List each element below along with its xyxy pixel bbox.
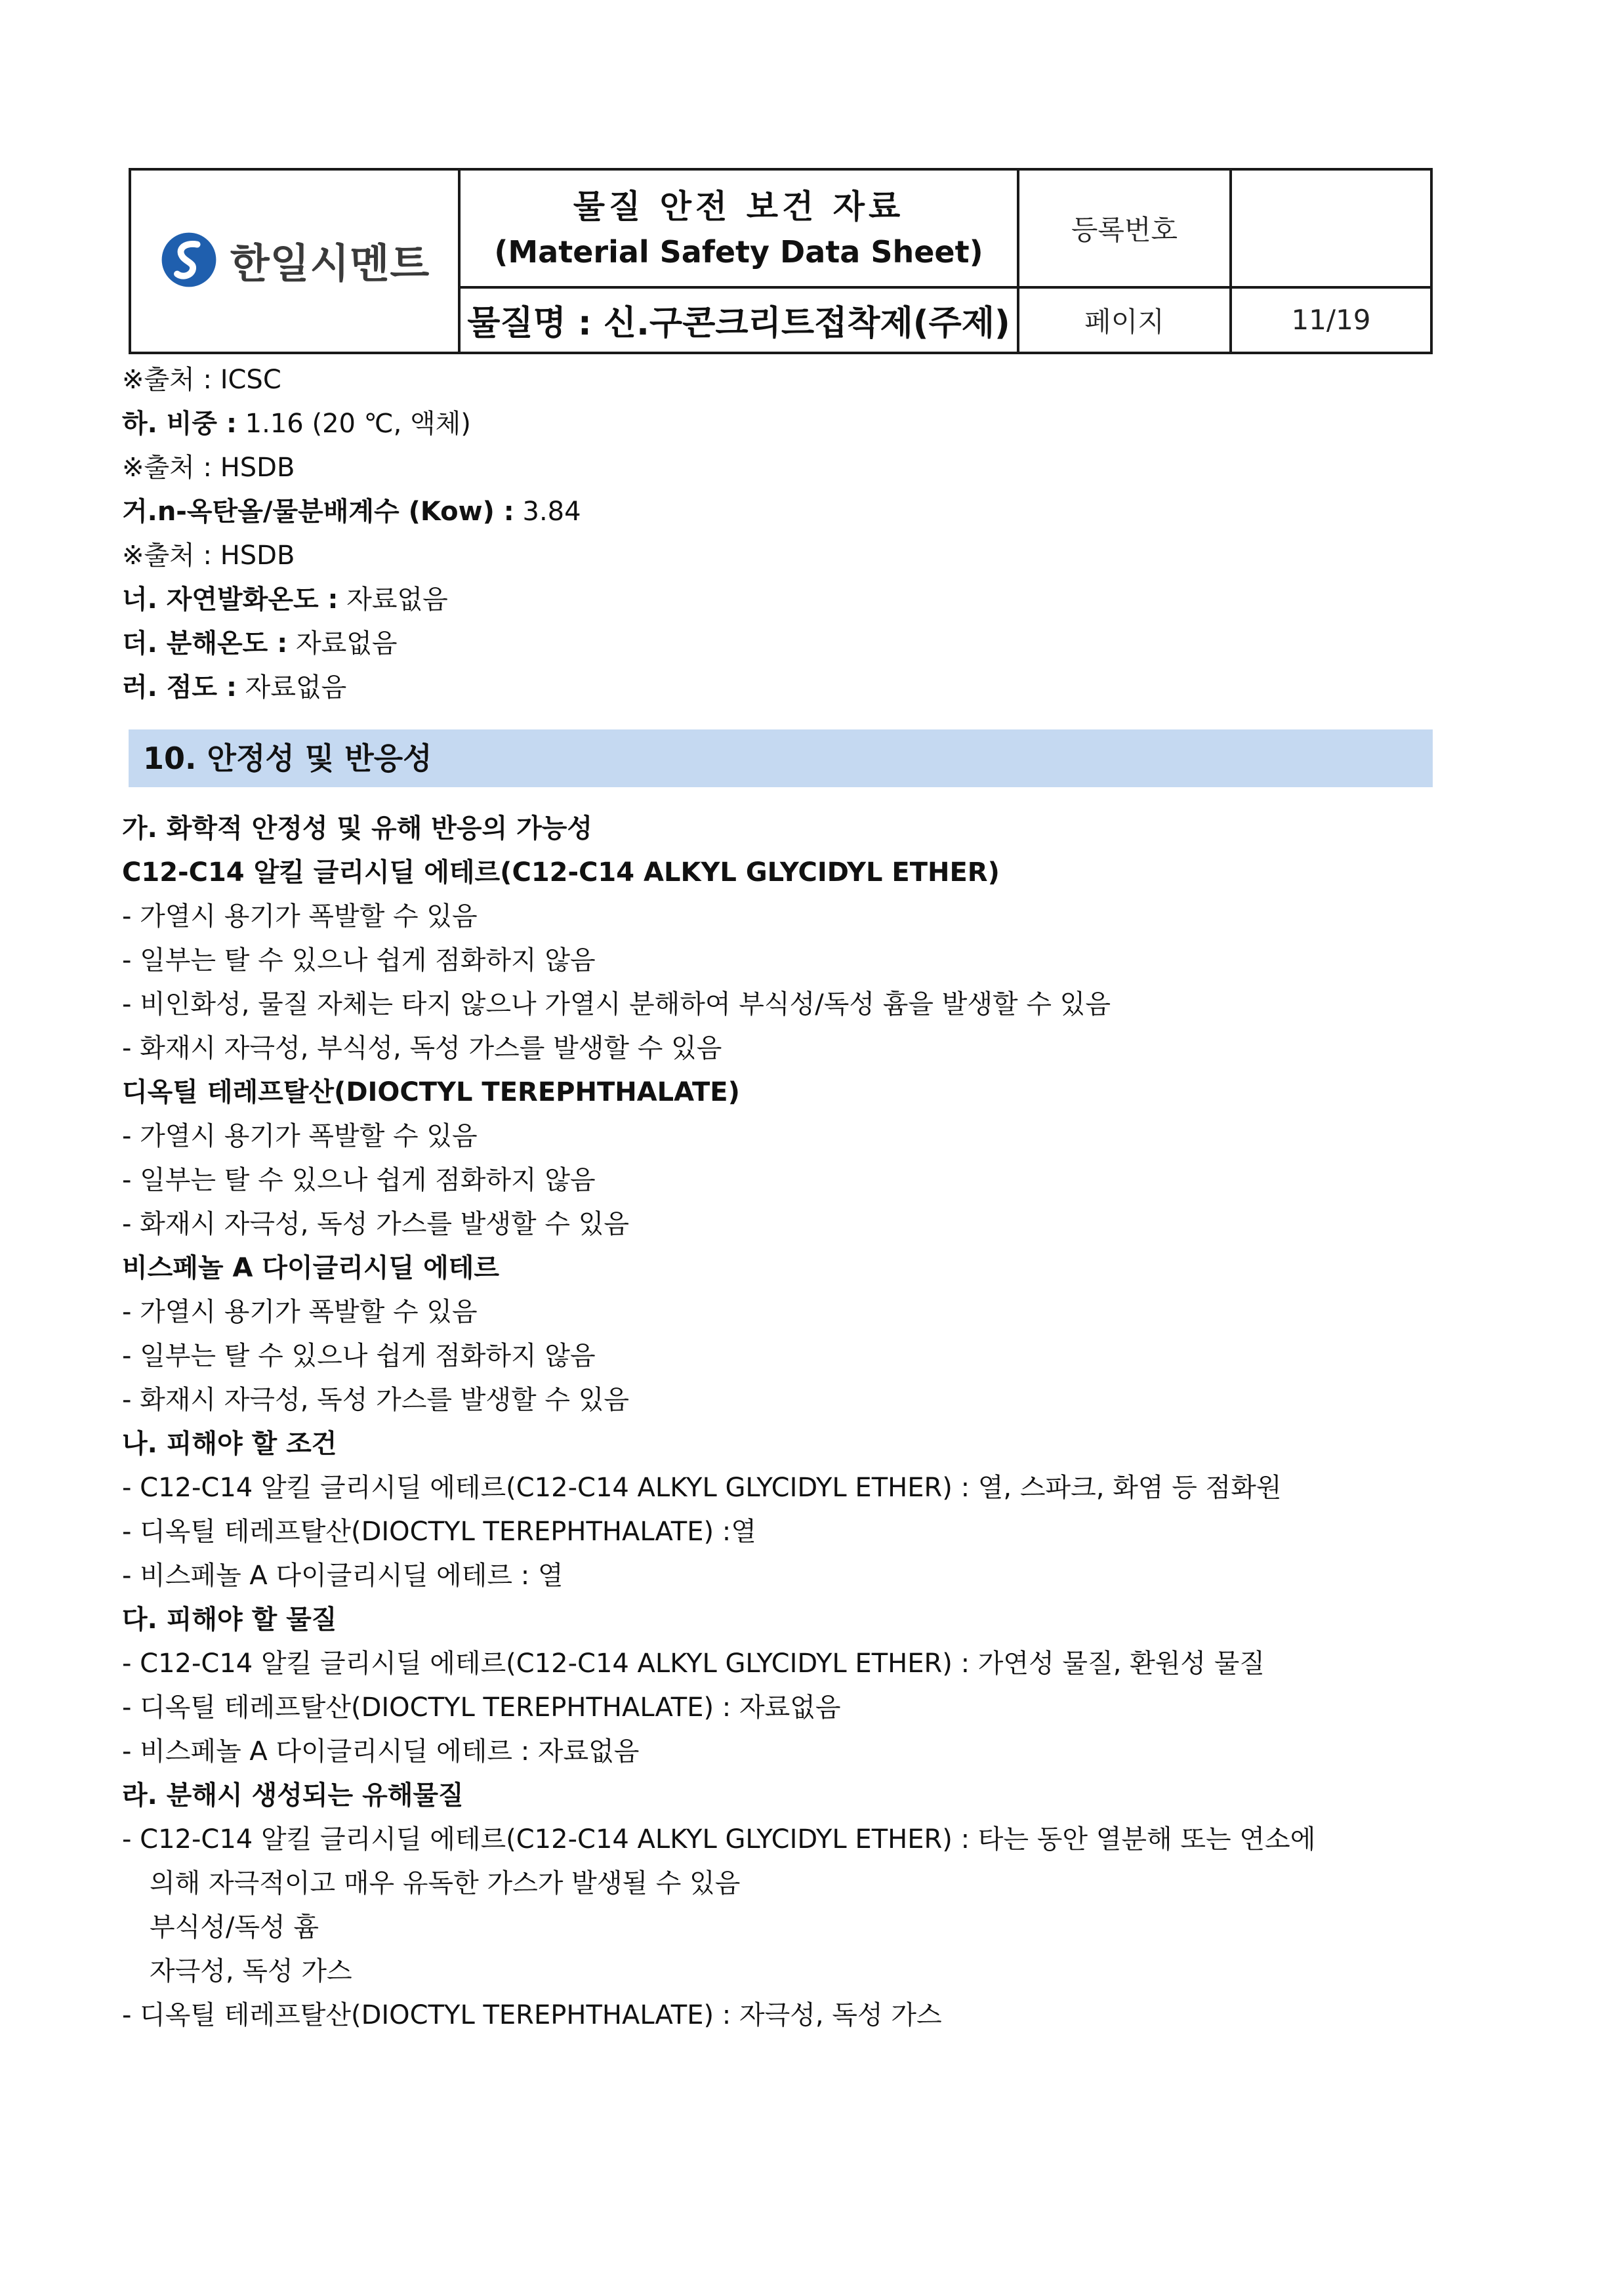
line-text: - 화재시 자극성, 독성 가스를 발생할 수 있음 <box>122 1209 630 1239</box>
logo-cell <box>130 169 459 353</box>
header-table <box>129 168 1433 354</box>
text-line <box>122 939 1500 983</box>
text-line <box>122 1378 1500 1422</box>
text-line <box>122 358 1500 402</box>
document-body <box>122 358 1500 2038</box>
text-line <box>122 1774 1500 1818</box>
line-text: ※출처 : ICSC <box>122 365 281 395</box>
page-label: 페이지 <box>1018 287 1231 353</box>
text-line <box>122 1466 1500 1510</box>
text-line <box>122 895 1500 939</box>
text-line <box>122 1950 1500 1994</box>
line-text: 3.84 <box>514 497 581 527</box>
section-heading: 10. 안정성 및 반응성 <box>129 729 1433 787</box>
line-text: - 화재시 자극성, 부식성, 독성 가스를 발생할 수 있음 <box>122 1033 722 1063</box>
company-logo-icon <box>159 230 218 289</box>
line-label: C12-C14 알킬 글리시딜 에테르(C12-C14 ALKYL GLYCIDYL ETHER) <box>122 857 1000 888</box>
line-text: ※출처 : HSDB <box>122 453 295 483</box>
document-title-korean: 물질 안전 보건 자료 <box>573 187 905 226</box>
line-text: - 일부는 탈 수 있으나 쉽게 점화하지 않음 <box>122 945 596 975</box>
line-text: 부식성/독성 흄 <box>150 1912 319 1942</box>
line-text: - C12-C14 알킬 글리시딜 에테르(C12-C14 ALKYL GLYCIDYL ETHER) : 타는 동안 열분해 또는 연소에 <box>122 1824 1316 1855</box>
line-text: - 가열시 용기가 폭발할 수 있음 <box>122 1297 478 1327</box>
material-name: 물질명 : 신.구콘크리트접착제(주제) <box>459 287 1018 353</box>
company-logo <box>159 230 430 289</box>
page-number: 11/19 <box>1231 287 1431 353</box>
text-line <box>122 1334 1500 1378</box>
line-label: 라. 분해시 생성되는 유해물질 <box>122 1780 464 1811</box>
line-text: 자료없음 <box>287 628 398 659</box>
text-line <box>122 1554 1500 1598</box>
text-line <box>122 1642 1500 1686</box>
text-line <box>122 446 1500 490</box>
text-line <box>122 1246 1500 1290</box>
text-line <box>122 402 1500 446</box>
line-text: - 일부는 탈 수 있으나 쉽게 점화하지 않음 <box>122 1165 596 1195</box>
text-line <box>122 1027 1500 1071</box>
text-line <box>122 1906 1500 1950</box>
line-text: 자료없음 <box>236 672 347 703</box>
line-text: - 가열시 용기가 폭발할 수 있음 <box>122 901 478 932</box>
physical-properties-list <box>122 358 1500 710</box>
text-line <box>122 1730 1500 1774</box>
line-label: 디옥틸 테레프탈산(DIOCTYL TEREPHTHALATE) <box>122 1077 740 1107</box>
line-text: - 디옥틸 테레프탈산(DIOCTYL TEREPHTHALATE) : 자료없음 <box>122 1692 841 1723</box>
line-label: 러. 점도 : <box>122 672 237 703</box>
text-line <box>122 534 1500 578</box>
text-line <box>122 807 1500 851</box>
line-text: - 비인화성, 물질 자체는 타지 않으나 가열시 분해하여 부식성/독성 흄을 발생할 수 있음 <box>122 989 1111 1019</box>
line-label: 다. 피해야 할 물질 <box>122 1605 337 1635</box>
line-text: - 가열시 용기가 폭발할 수 있음 <box>122 1121 478 1151</box>
text-line <box>122 1202 1500 1246</box>
text-line <box>122 666 1500 710</box>
text-line <box>122 1510 1500 1554</box>
line-text: - 화재시 자극성, 독성 가스를 발생할 수 있음 <box>122 1385 630 1415</box>
line-text: - C12-C14 알킬 글리시딜 에테르(C12-C14 ALKYL GLYCIDYL ETHER) : 가연성 물질, 환원성 물질 <box>122 1649 1265 1679</box>
text-line <box>122 1158 1500 1202</box>
line-label: 거.n-옥탄올/물분배계수 (Kow) : <box>122 497 514 527</box>
line-text: - 비스페놀 A 다이글리시딜 에테르 : 열 <box>122 1561 564 1591</box>
line-label: 너. 자연발화온도 : <box>122 584 339 615</box>
text-line <box>122 1686 1500 1730</box>
line-label: 하. 비중 : <box>122 409 237 439</box>
line-text: 자극성, 독성 가스 <box>150 1956 352 1986</box>
line-text: 자료없음 <box>338 584 448 615</box>
stability-reactivity-list <box>122 807 1500 2038</box>
company-name: 한일시멘트 <box>230 239 430 287</box>
text-line <box>122 851 1500 895</box>
document-title-english: (Material Safety Data Sheet) <box>494 234 983 270</box>
line-text: - C12-C14 알킬 글리시딜 에테르(C12-C14 ALKYL GLYCIDYL ETHER) : 열, 스파크, 화염 등 점화원 <box>122 1473 1282 1503</box>
text-line <box>122 1598 1500 1642</box>
line-text: - 디옥틸 테레프탈산(DIOCTYL TEREPHTHALATE) :열 <box>122 1517 756 1547</box>
text-line <box>122 490 1500 534</box>
text-line <box>122 983 1500 1027</box>
text-line <box>122 578 1500 622</box>
text-line <box>122 1115 1500 1158</box>
text-line <box>122 1994 1500 2038</box>
text-line <box>122 1818 1500 1862</box>
text-line <box>122 1862 1500 1906</box>
text-line <box>122 1422 1500 1466</box>
text-line <box>122 1071 1500 1115</box>
line-text: - 디옥틸 테레프탈산(DIOCTYL TEREPHTHALATE) : 자극성, 독성 가스 <box>122 2000 942 2030</box>
registration-label: 등록번호 <box>1018 169 1231 287</box>
line-text: - 비스페놀 A 다이글리시딜 에테르 : 자료없음 <box>122 1736 640 1767</box>
line-label: 나. 피해야 할 조건 <box>122 1429 337 1459</box>
registration-value <box>1231 169 1431 287</box>
line-label: 비스페놀 A 다이글리시딜 에테르 <box>122 1253 500 1283</box>
document-title-cell <box>459 169 1018 287</box>
text-line <box>122 622 1500 666</box>
line-text: - 일부는 탈 수 있으나 쉽게 점화하지 않음 <box>122 1341 596 1371</box>
line-label: 더. 분해온도 : <box>122 628 288 659</box>
text-line <box>122 1290 1500 1334</box>
line-label: 가. 화학적 안정성 및 유해 반응의 가능성 <box>122 813 592 844</box>
line-text: ※출처 : HSDB <box>122 541 295 571</box>
line-text: 1.16 (20 ℃, 액체) <box>236 409 471 439</box>
line-text: 의해 자극적이고 매우 유독한 가스가 발생될 수 있음 <box>150 1868 741 1898</box>
